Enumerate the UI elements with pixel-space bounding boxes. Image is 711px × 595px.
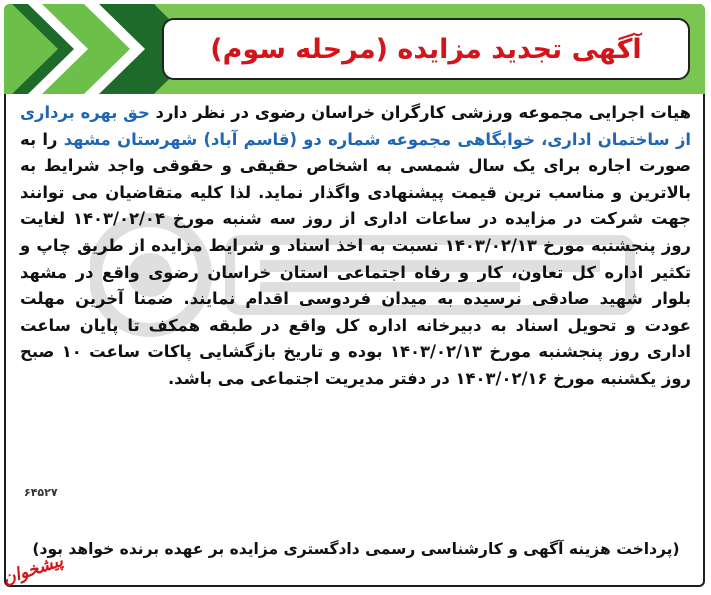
body-deadline: تا پایان ساعت اداری روز پنجشنبه مورخ ۱۴۰۳/۰۲/۱۳ بوده و تاریخ بازگشایی پاکات ساعت ۱۰ صبح روز یکشنبه مورخ ۱۴۰۳/۰۲/۱۶ در دفتر مدیریت اجتماعی می باشد. [20, 315, 691, 388]
ad-title: آگهی تجدید مزایده (مرحله سوم) [210, 33, 642, 65]
ad-body [20, 100, 691, 393]
ad-header [4, 4, 705, 94]
subject-highlight: حق بهره برداری از ساختمان اداری، خوابگاهی مجموعه شماره دو (قاسم آباد) شهرستان مشهد [20, 103, 692, 149]
signature-mark: پیشخوان [0, 550, 66, 590]
fee-note: (پرداخت هزینه آگهی و کارشناسی رسمی دادگستری مزایده بر عهده برنده خواهد بود) [32, 540, 680, 558]
body-intro: هیات اجرایی مجموعه ورزشی کارگران خراسان رضوی در نظر دارد [149, 103, 692, 122]
secretariat-location: دبیرخانه اداره کل واقع در طبقه همکف [148, 315, 482, 335]
title-box [162, 18, 690, 80]
body-main: را به صورت اجاره برای یک سال شمسی به اشخاص حقیقی و حقوقی واجد شرایط به بالاترین و مناسب ترین قیمت پیشنهادی واگذار نماید. لذا کلیه متقاضیان می توانند جهت شرکت در مزایده در ساعات اداری از روز سه شنبه مورخ ۱۴۰۳/۰۲/۰۴ لغایت روز پنجشنبه مورخ ۱۴۰۳/۰۲/۱۳ نسبت به اخذ اسناد و شرایط مزایده از طریق چاپ و تکثیر اداره کل تعاون، کار و رفاه اجتماعی استان خراسان رضوی واقع در مشهد بلوار شهید صادقی نرسیده به میدان فردوسی اقدام نمایند. ضمنا آخرین مهلت عودت و تحویل اسناد به [20, 129, 692, 335]
ad-code: ۶۴۵۲۷ [24, 486, 58, 499]
